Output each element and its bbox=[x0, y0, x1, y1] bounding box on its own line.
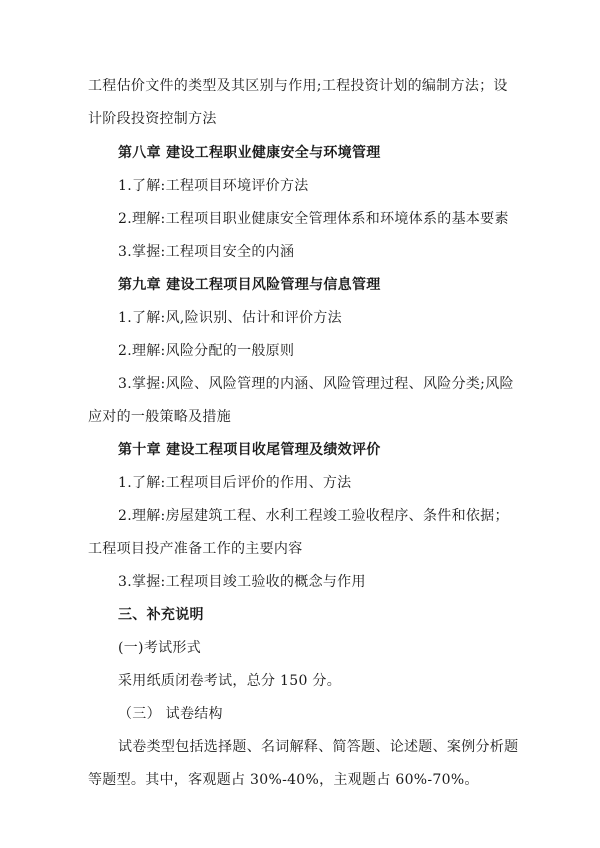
chapter-8-heading: 第八章 建设工程职业健康安全与环境管理 bbox=[118, 145, 381, 161]
list-item: 2.理解:风险分配的一般原则 bbox=[118, 343, 295, 359]
subsection-heading: (一)考试形式 bbox=[118, 640, 202, 656]
list-item: 3.掌握:工程项目安全的内涵 bbox=[118, 244, 295, 260]
chapter-9-heading: 第九章 建设工程项目风险管理与信息管理 bbox=[118, 277, 381, 293]
paragraph-line: 试卷类型包括选择题、名词解释、简答题、论述题、案例分析题 bbox=[118, 739, 519, 755]
list-item: 1.了解:风,险识别、估计和评价方法 bbox=[118, 310, 342, 326]
subsection-heading: （三） 试卷结构 bbox=[118, 706, 223, 722]
paragraph-line: 工程项目投产准备工作的主要内容 bbox=[88, 541, 303, 557]
list-item: 2.理解:房屋建筑工程、水利工程竣工验收程序、条件和依据； bbox=[118, 508, 509, 524]
paragraph-line: 计阶段投资控制方法 bbox=[88, 111, 217, 127]
paragraph-line: 应对的一般策略及措施 bbox=[88, 409, 231, 425]
chapter-10-heading: 第十章 建设工程项目收尾管理及绩效评价 bbox=[118, 442, 381, 458]
list-item: 3.掌握:工程项目竣工验收的概念与作用 bbox=[118, 574, 366, 590]
paragraph-line: 等题型。其中，客观题占 30%-40%，主观题占 60%-70%。 bbox=[88, 772, 479, 788]
section-3-heading: 三、补充说明 bbox=[118, 607, 204, 623]
list-item: 2.理解:工程项目职业健康安全管理体系和环境体系的基本要素 bbox=[118, 211, 509, 227]
list-item: 1.了解:工程项目后评价的作用、方法 bbox=[118, 475, 352, 491]
list-item: 3.掌握:风险、风险管理的内涵、风险管理过程、风险分类;风险 bbox=[118, 376, 514, 392]
list-item: 1.了解:工程项目环境评价方法 bbox=[118, 178, 309, 194]
paragraph-line: 采用纸质闭卷考试，总分 150 分。 bbox=[118, 673, 342, 689]
paragraph-line: 工程估价文件的类型及其区别与作用;工程投资计划的编制方法；设 bbox=[88, 78, 508, 94]
